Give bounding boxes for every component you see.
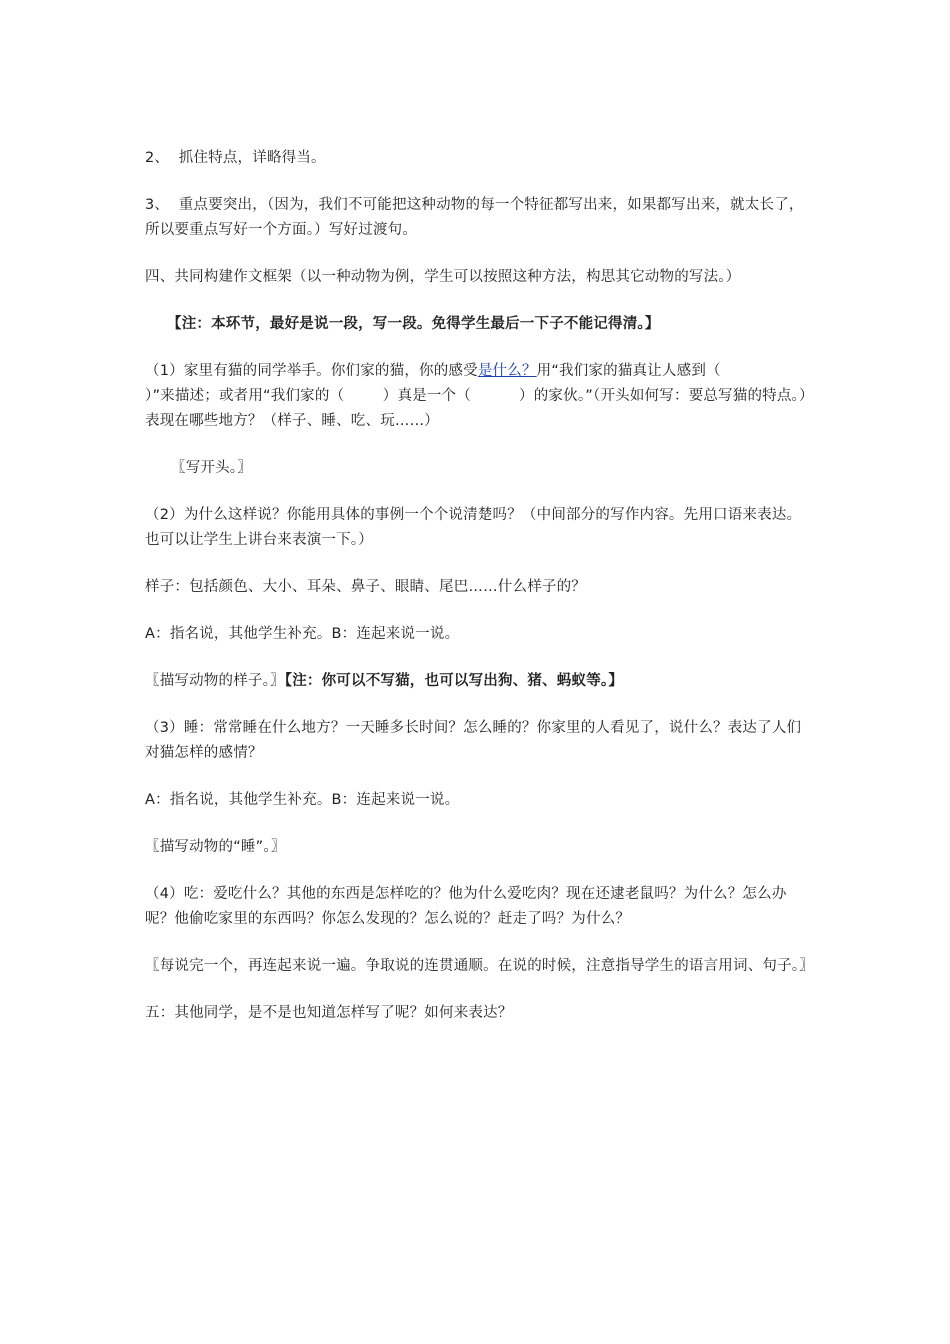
step-1-link[interactable]: 是什么？ — [477, 363, 537, 379]
paragraph-describe-appearance — [145, 669, 815, 694]
paragraph-method-a: A：指名说，其他学生补充。B：连起来说一说。 — [145, 626, 460, 642]
paragraph-step-1 — [145, 359, 815, 434]
step-1-text-a: （1）家里有猫的同学举手。你们家的猫，你的感受 — [145, 363, 478, 379]
paragraph-step-2: （2）为什么这样说？你能用具体的事例一个个说清楚吗？（中间部分的写作内容。先用口语来表达。也可以让学生上讲台来表演一下。） — [145, 507, 802, 548]
paragraph-describe-sleep: 〖描写动物的“睡”。〗 — [145, 839, 286, 855]
paragraph-step-3: （3）睡：常常睡在什么地方？一天睡多长时间？怎么睡的？你家里的人看见了，说什么？表达了人们对猫怎样的感情？ — [145, 720, 802, 761]
paragraph-method-b: A：指名说，其他学生补充。B：连起来说一说。 — [145, 792, 460, 808]
note-text: 【注：本环节，最好是说一段，写一段。免得学生最后一下子不能记得清。】 — [167, 316, 660, 332]
describe-appearance-text: 〖描写动物的样子。〗 — [145, 673, 285, 689]
paragraph-write-opening: 〖写开头。〗 — [171, 460, 252, 476]
document-body — [145, 146, 815, 1048]
paragraph-section-4: 四、共同构建作文框架（以一种动物为例，学生可以按照这种方法，构思其它动物的写法。） — [145, 269, 741, 285]
note-section-4 — [145, 312, 815, 337]
describe-appearance-note: 【注：你可以不写猫，也可以写出狗、猪、蚂蚁等。】 — [284, 673, 624, 689]
paragraph-summary-note: 〖每说完一个，再连起来说一遍。争取说的连贯通顺。在说的时候，注意指导学生的语言用词、句子。〗 — [145, 958, 814, 974]
paragraph-step-4: （4）吃：爱吃什么？其他的东西是怎样吃的？他为什么爱吃肉？现在还逮老鼠吗？为什么？怎么办呢？他偷吃家里的东西吗？你怎么发现的？怎么说的？赶走了吗？为什么？ — [145, 886, 787, 927]
paragraph-section-5: 五：其他同学，是不是也知道怎样写了呢？如何来表达？ — [145, 1005, 513, 1021]
paragraph-point-3: 3、 重点要突出，（因为，我们不可能把这种动物的每一个特征都写出来，如果都写出来，就太长了，所以要重点写好一个方面。）写好过渡句。 — [145, 197, 804, 238]
paragraph-appearance: 样子：包括颜色、大小、耳朵、鼻子、眼睛、尾巴……什么样子的？ — [145, 579, 586, 595]
step-1-text-b: 用“我们家的猫真让人感到（ ）”来描述；或者用“我们家的（ ）真是一个（ ）的家伙。”（开头如何写：要总写猫的特点。）表现在哪些地方？（样子、睡、吃、玩……） — [145, 363, 817, 429]
paragraph-point-2: 2、 抓住特点，详略得当。 — [145, 150, 326, 166]
